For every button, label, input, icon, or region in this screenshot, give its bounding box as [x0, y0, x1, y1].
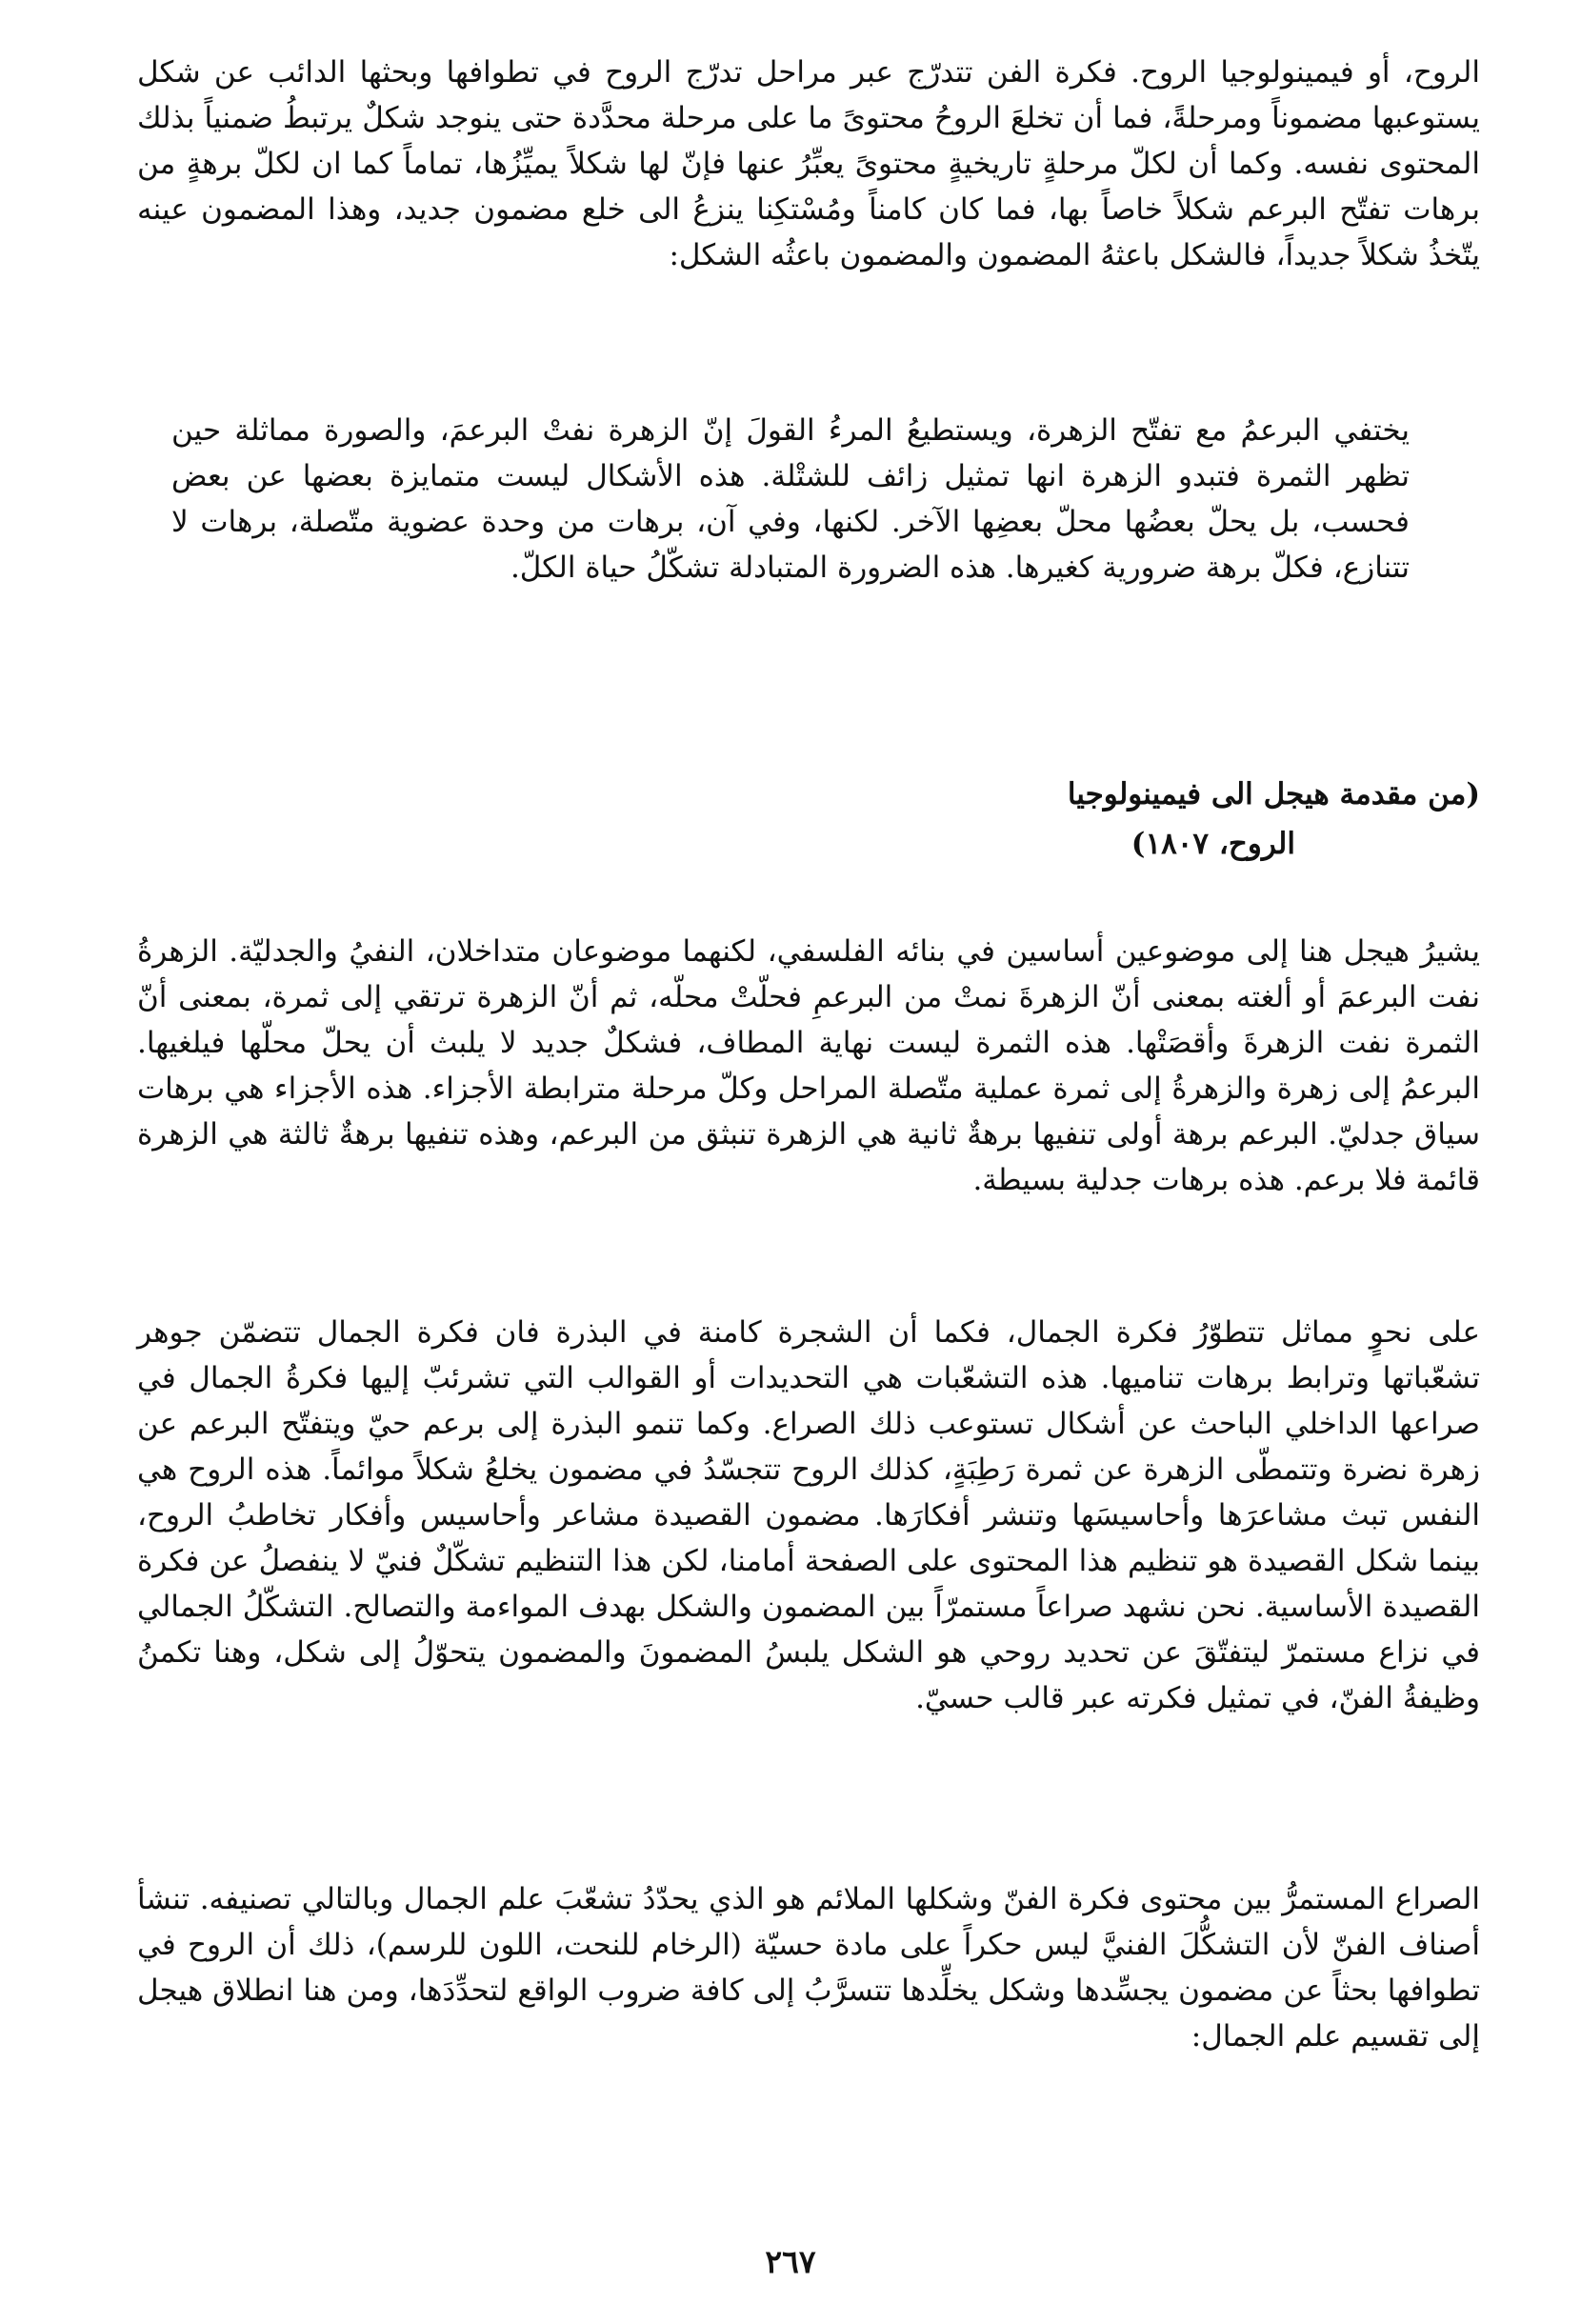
quote-source-line-2: الروح، ١٨٠٧)	[1131, 827, 1295, 861]
hegel-quote: يختفي البرعمُ مع تفتّح الزهرة، ويستطيعُ المرءُ القولَ إنّ الزهرة نفتْ البرعمَ، والصورة مماثلة حين تظهر الثمرة فتبدو الزهرة انها تمثيل زائف للشتْلة. هذه الأشكال ليست متمايزة بعضها عن بعض فحسب، بل يحلّ بعضُها محلّ بعضِها الآخر. لكنها، وفي آن، برهات من وحدة عضوية متّصلة، برهات لا تتنازع، فكلّ برهة ضرورية كغيرها. هذه الضرورة المتبادلة تشكّلُ حياة الكلّ.	[171, 413, 1410, 585]
page-number: ٢٦٧	[765, 2243, 816, 2280]
body-paragraph-4: الصراع المستمرُّ بين محتوى فكرة الفنّ وشكلها الملائم هو الذي يحدّدُ تشعّبَ علم الجمال وبالتالي تصنيفه. تنشأ أصناف الفنّ لأن التشكُّلَ الفنيَّ ليس حكراً على مادة حسيّة (الرخام للنحت، اللون للرسم)، ذلك أن الروح في تطوافها بحثاً عن مضمون يجسِّدها وشكل يخلِّدها تتسرَّبُ إلى كافة ضروب الواقع لتحدِّدَها، ومن هنا انطلاق هيجل إلى تقسيم علم الجمال:	[137, 1882, 1480, 2054]
body-paragraph-3: على نحوٍ مماثل تتطوّرُ فكرة الجمال، فكما أن الشجرة كامنة في البذرة فان فكرة الجمال تتضمّن جوهر تشعّباتها وترابط برهات تناميها. هذه التشعّبات هي التحديدات أو القوالب التي تشرئبّ إليها فكرةُ الجمال في صراعها الداخلي الباحث عن أشكال تستوعب ذلك الصراع. وكما تنمو البذرة إلى برعم حيّ ويتفتّح البرعم عن زهرة نضرة وتتمطّى الزهرة عن ثمرة رَطِبَةٍ، كذلك الروح تتجسّدُ في مضمون يخلعُ شكلاً موائماً. هذه الروح هي النفس تبث مشاعرَها وأحاسيسَها وتنشر أفكارَها. مضمون القصيدة مشاعر وأحاسيس وأفكار تخاطبُ الروح، بينما شكل القصيدة هو تنظيم هذا المحتوى على الصفحة أمامنا، لكن هذا التنظيم تشكّلٌ فنيّ لا ينفصلُ عن فكرة القصيدة الأساسية. نحن نشهد صراعاً مستمرّاً بين المضمون والشكل بهدف المواءمة والتصالح. التشكّلُ الجمالي في نزاع مستمرّ ليتفتّقَ عن تحديد روحي هو الشكل يلبسُ المضمونَ والمضمون يتحوّلُ إلى شكل، وهنا تكمنُ وظيفةُ الفنّ، في تمثيل فكرته عبر قالب حسيّ.	[137, 1315, 1480, 1715]
body-paragraph-1: الروح، أو فيمينولوجيا الروح. فكرة الفن تتدرّج عبر مراحل تدرّج الروح في تطوافها وبحثها الدائب عن شكل يستوعبها مضموناً ومرحلةً، فما أن تخلعَ الروحُ محتوىً ما على مرحلة محدَّدة حتى ينوجد شكلٌ يرتبطُ ضمنياً بذلك المحتوى نفسه. وكما أن لكلّ مرحلةٍ تاريخيةٍ محتوىً يعبِّرُ عنها فإنّ لها شكلاً يميِّزُها، تماماً كما ان لكلّ برهةٍ من برهات تفتّح البرعم شكلاً خاصاً بها، فما كان كامناً ومُسْتكِنا ينزعُ الى خلع مضمون جديد، وهذا المضمون عينه يتّخذُ شكلاً جديداً، فالشكل باعثهُ المضمون والمضمون باعثُه الشكل:	[137, 55, 1480, 272]
quote-source-line-1: (من مقدمة هيجل الى فيمينولوجيا	[1067, 777, 1480, 811]
body-paragraph-2: يشيرُ هيجل هنا إلى موضوعين أساسين في بنائه الفلسفي، لكنهما موضوعان متداخلان، النفيُ والجدليّة. الزهرةُ نفت البرعمَ أو ألغته بمعنى أنّ الزهرةَ نمتْ من البرعمِ فحلّتْ محلّه، ثم أنّ الزهرة ترتقي إلى ثمرة، بمعنى أنّ الثمرة نفت الزهرةَ وأقصَتْها. هذه الثمرة ليست نهاية المطاف، فشكلٌ جديد لا يلبث أن يحلّ محلّها فيلغيها. البرعمُ إلى زهرة والزهرةُ إلى ثمرة عملية متّصلة المراحل وكلّ مرحلة مترابطة الأجزاء. هذه الأجزاء هي برهات سياق جدليّ. البرعم برهة أولى تنفيها برهةٌ ثانية هي الزهرة تنبثق من البرعم، وهذه تنفيها برهةٌ ثالثة هي الزهرة قائمة فلا برعم. هذه برهات جدلية بسيطة.	[137, 934, 1480, 1197]
